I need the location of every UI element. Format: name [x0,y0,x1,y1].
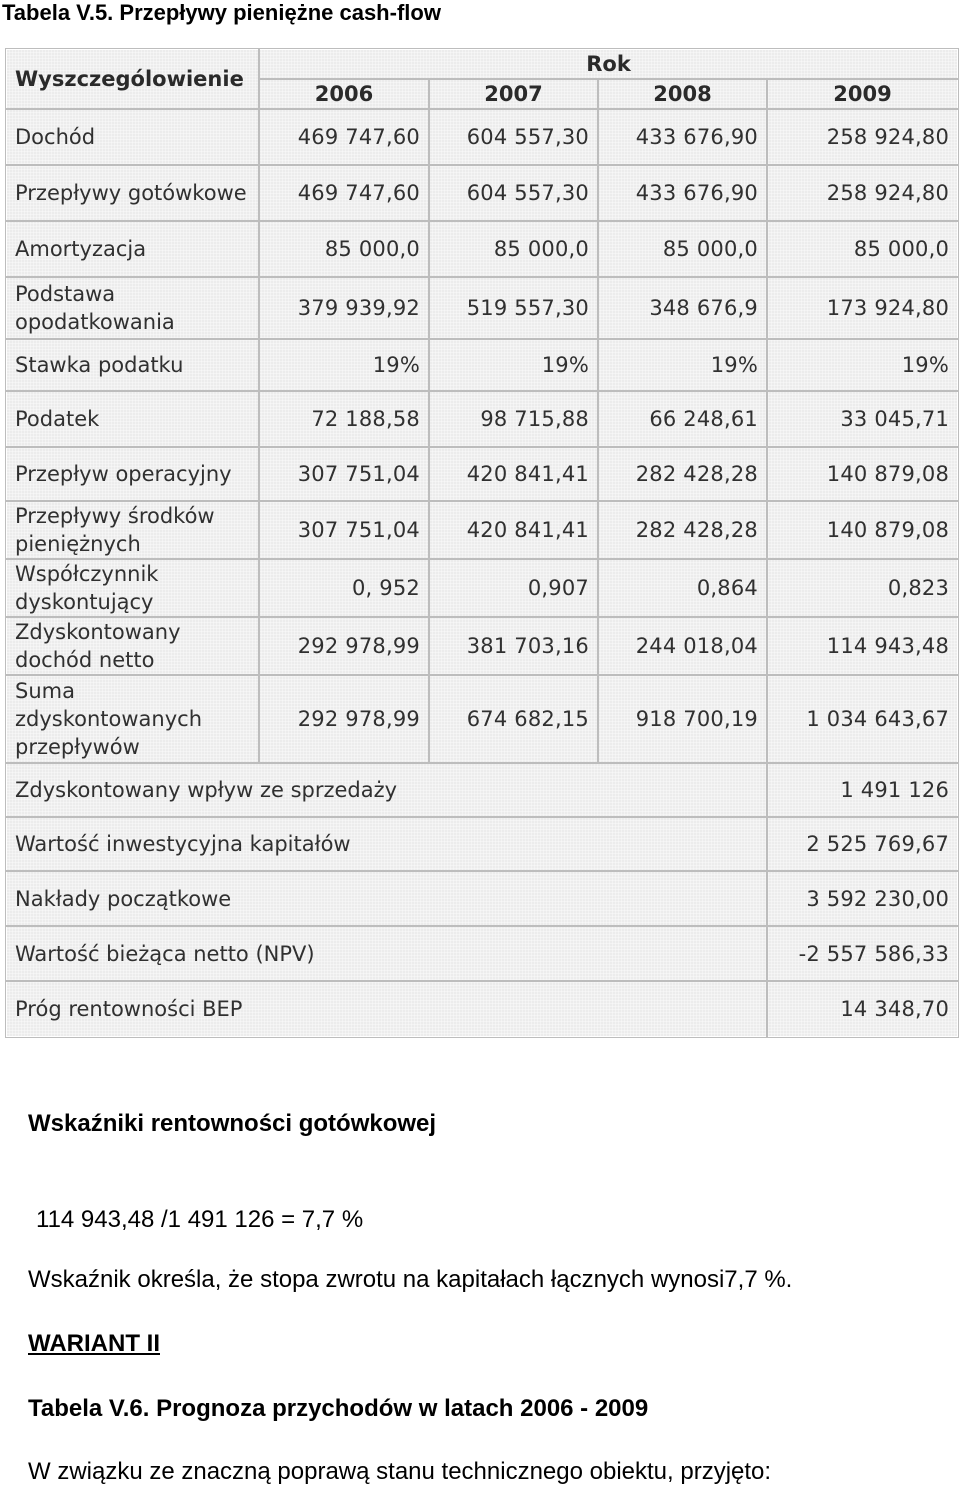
year-header: 2006 [259,79,429,109]
table-row [6,617,958,675]
value-cell: 307 751,04 [259,447,429,501]
value-cell: 379 939,92 [259,277,429,339]
value-cell: 282 428,28 [598,501,767,559]
value-cell: 85 000,0 [767,221,958,277]
value-cell: 0,907 [429,559,598,617]
table-caption-2: Tabela V.6. Prognoza przychodów w latach 2006 - 2009 [28,1395,649,1422]
value-cell: 0,864 [598,559,767,617]
table-caption: Tabela V.5. Przepływy pieniężne cash-flow [2,0,441,25]
row-label: Dochód [6,109,259,165]
value-cell: 348 676,9 [598,277,767,339]
table-row [6,391,958,447]
summary-value: -2 557 586,33 [767,926,958,981]
table-row [6,559,958,617]
summary-label: Wartość bieżąca netto (NPV) [6,926,767,981]
year-header: 2009 [767,79,958,109]
value-cell: 85 000,0 [429,221,598,277]
value-cell: 674 682,15 [429,675,598,763]
summary-value: 2 525 769,67 [767,817,958,871]
table-row [6,675,958,763]
summary-row [6,763,958,817]
row-label: Stawka podatku [6,339,259,391]
summary-value: 14 348,70 [767,981,958,1037]
value-cell: 85 000,0 [259,221,429,277]
variant-heading: WARIANT II [28,1330,160,1357]
summary-label: Wartość inwestycyjna kapitałów [6,817,767,871]
summary-row [6,981,958,1037]
value-cell: 140 879,08 [767,447,958,501]
table-row [6,165,958,221]
row-label: Zdyskontowany dochód netto [6,617,259,675]
value-cell: 85 000,0 [598,221,767,277]
value-cell: 0,823 [767,559,958,617]
value-cell: 173 924,80 [767,277,958,339]
value-cell: 19% [767,339,958,391]
value-cell: 307 751,04 [259,501,429,559]
year-header: 2007 [429,79,598,109]
body-text: W związku ze znaczną poprawą stanu technicznego obiektu, przyjęto: [28,1458,772,1485]
value-cell: 469 747,60 [259,109,429,165]
column-group-header: Rok [259,49,958,79]
value-cell: 469 747,60 [259,165,429,221]
value-cell: 519 557,30 [429,277,598,339]
value-cell: 33 045,71 [767,391,958,447]
calculation-line: 114 943,48 /1 491 126 = 7,7 % [36,1206,364,1233]
value-cell: 66 248,61 [598,391,767,447]
value-cell: 420 841,41 [429,501,598,559]
column-header-label: Wyszczególowienie [6,49,259,109]
row-label: Przepływy środków pieniężnych [6,501,259,559]
value-cell: 604 557,30 [429,109,598,165]
summary-row [6,871,958,926]
table-row [6,339,958,391]
row-label: Przepływy gotówkowe [6,165,259,221]
row-label: Podstawa opodatkowania [6,277,259,339]
value-cell: 258 924,80 [767,165,958,221]
summary-label: Zdyskontowany wpływ ze sprzedaży [6,763,767,817]
row-label: Suma zdyskontowanych przepływów [6,675,259,763]
summary-row [6,926,958,981]
summary-value: 1 491 126 [767,763,958,817]
summary-value: 3 592 230,00 [767,871,958,926]
summary-row [6,817,958,871]
value-cell: 1 034 643,67 [767,675,958,763]
summary-label: Próg rentowności BEP [6,981,767,1037]
value-cell: 292 978,99 [259,675,429,763]
value-cell: 292 978,99 [259,617,429,675]
value-cell: 433 676,90 [598,165,767,221]
summary-label: Nakłady początkowe [6,871,767,926]
row-label: Amortyzacja [6,221,259,277]
value-cell: 72 188,58 [259,391,429,447]
value-cell: 604 557,30 [429,165,598,221]
row-label: Współczynnik dyskontujący [6,559,259,617]
value-cell: 0, 952 [259,559,429,617]
value-cell: 381 703,16 [429,617,598,675]
row-label: Podatek [6,391,259,447]
value-cell: 258 924,80 [767,109,958,165]
value-cell: 918 700,19 [598,675,767,763]
table-row [6,447,958,501]
value-cell: 98 715,88 [429,391,598,447]
value-cell: 19% [259,339,429,391]
row-label: Przepływ operacyjny [6,447,259,501]
year-header: 2008 [598,79,767,109]
table-row [6,501,958,559]
cash-flow-table [5,48,959,1038]
value-cell: 433 676,90 [598,109,767,165]
section-heading: Wskaźniki rentowności gotówkowej [28,1110,437,1137]
value-cell: 140 879,08 [767,501,958,559]
table-row [6,277,958,339]
table-row [6,109,958,165]
table-row [6,221,958,277]
value-cell: 244 018,04 [598,617,767,675]
value-cell: 19% [598,339,767,391]
value-cell: 282 428,28 [598,447,767,501]
value-cell: 19% [429,339,598,391]
description-line: Wskaźnik określa, że stopa zwrotu na kapitałach łącznych wynosi7,7 %. [28,1266,793,1293]
value-cell: 114 943,48 [767,617,958,675]
value-cell: 420 841,41 [429,447,598,501]
